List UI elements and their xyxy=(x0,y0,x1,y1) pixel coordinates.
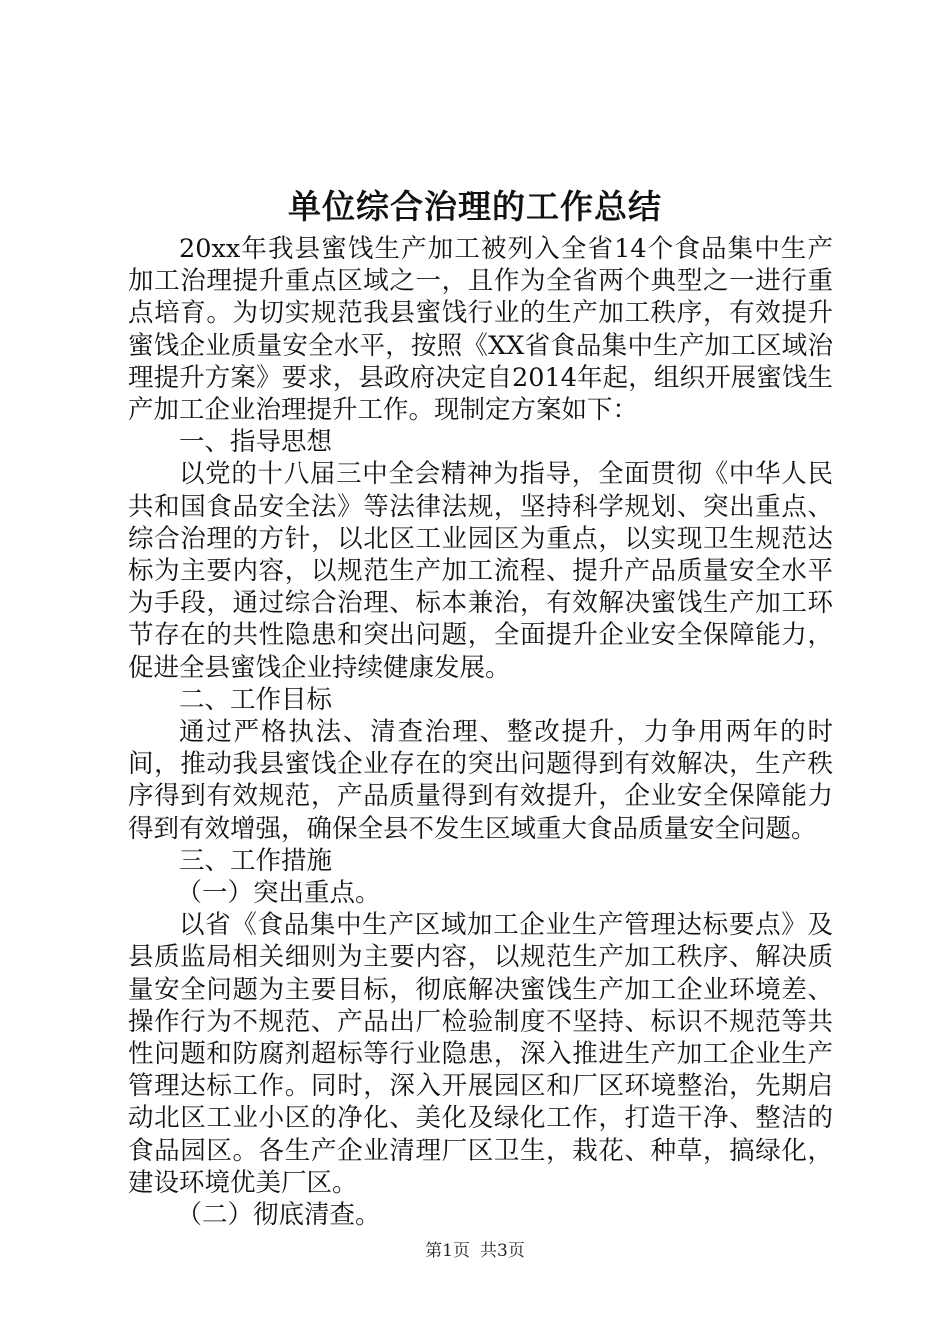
guiding-ideology-paragraph: 以党的十八届三中全会精神为指导，全面贯彻《中华人民共和国食品安全法》等法律法规，坚持科学规划、突出重点、综合治理的方针，以北区工业园区为重点，以实现卫生规范达标为主要内容，以规范生产加工流程、提升产品质量安全水平为手段，通过综合治理、标本兼治，有效解决蜜饯生产加工环节存在的共性隐患和突出问题，全面提升企业安全保障能力，促进全县蜜饯企业持续健康发展。 xyxy=(128,459,833,683)
work-goals-paragraph: 通过严格执法、清查治理、整改提升，力争用两年的时间，推动我县蜜饯企业存在的突出问题得到有效解决，生产秩序得到有效规范，产品质量得到有效提升，企业安全保障能力得到有效增强，确保全县不发生区域重大食品质量安全问题。 xyxy=(128,717,833,844)
document-title: 单位综合治理的工作总结 xyxy=(288,187,662,226)
page-number: 第1页 xyxy=(425,1241,470,1261)
document-body xyxy=(128,233,833,1231)
subheading-thorough-inspection: （二）彻底清查。 xyxy=(176,1200,381,1231)
section-heading-work-goals: 二、工作目标 xyxy=(179,684,333,715)
section-heading-work-measures: 三、工作措施 xyxy=(179,845,333,876)
highlight-priorities-paragraph: 以省《食品集中生产区域加工企业生产管理达标要点》及县质监局相关细则为主要内容，以规范生产加工秩序、解决质量安全问题为主要目标，彻底解决蜜饯生产加工企业环境差、操作行为不规范、产品出厂检验制度不坚持、标识不规范等共性问题和防腐剂超标等行业隐患，深入推进生产加工企业生产管理达标工作。同时，深入开展园区和厂区环境整治，先期启动北区工业小区的净化、美化及绿化工作，打造干净、整洁的食品园区。各生产企业清理厂区卫生，栽花、种草，搞绿化，建设环境优美厂区。 xyxy=(128,910,833,1198)
page-footer xyxy=(0,1240,950,1262)
page-total: 共3页 xyxy=(480,1241,525,1261)
intro-paragraph: 20xx年我县蜜饯生产加工被列入全省14个食品集中生产加工治理提升重点区域之一，且作为全省两个典型之一进行重点培育。为切实规范我县蜜饯行业的生产加工秩序，有效提升蜜饯企业质量安全水平，按照《XX省食品集中生产加工区域治理提升方案》要求，县政府决定自2014年起，组织开展蜜饯生产加工企业治理提升工作。现制定方案如下： xyxy=(128,234,833,426)
subheading-highlight-priorities: （一）突出重点。 xyxy=(176,878,381,909)
section-heading-guiding-ideology: 一、指导思想 xyxy=(179,427,333,458)
